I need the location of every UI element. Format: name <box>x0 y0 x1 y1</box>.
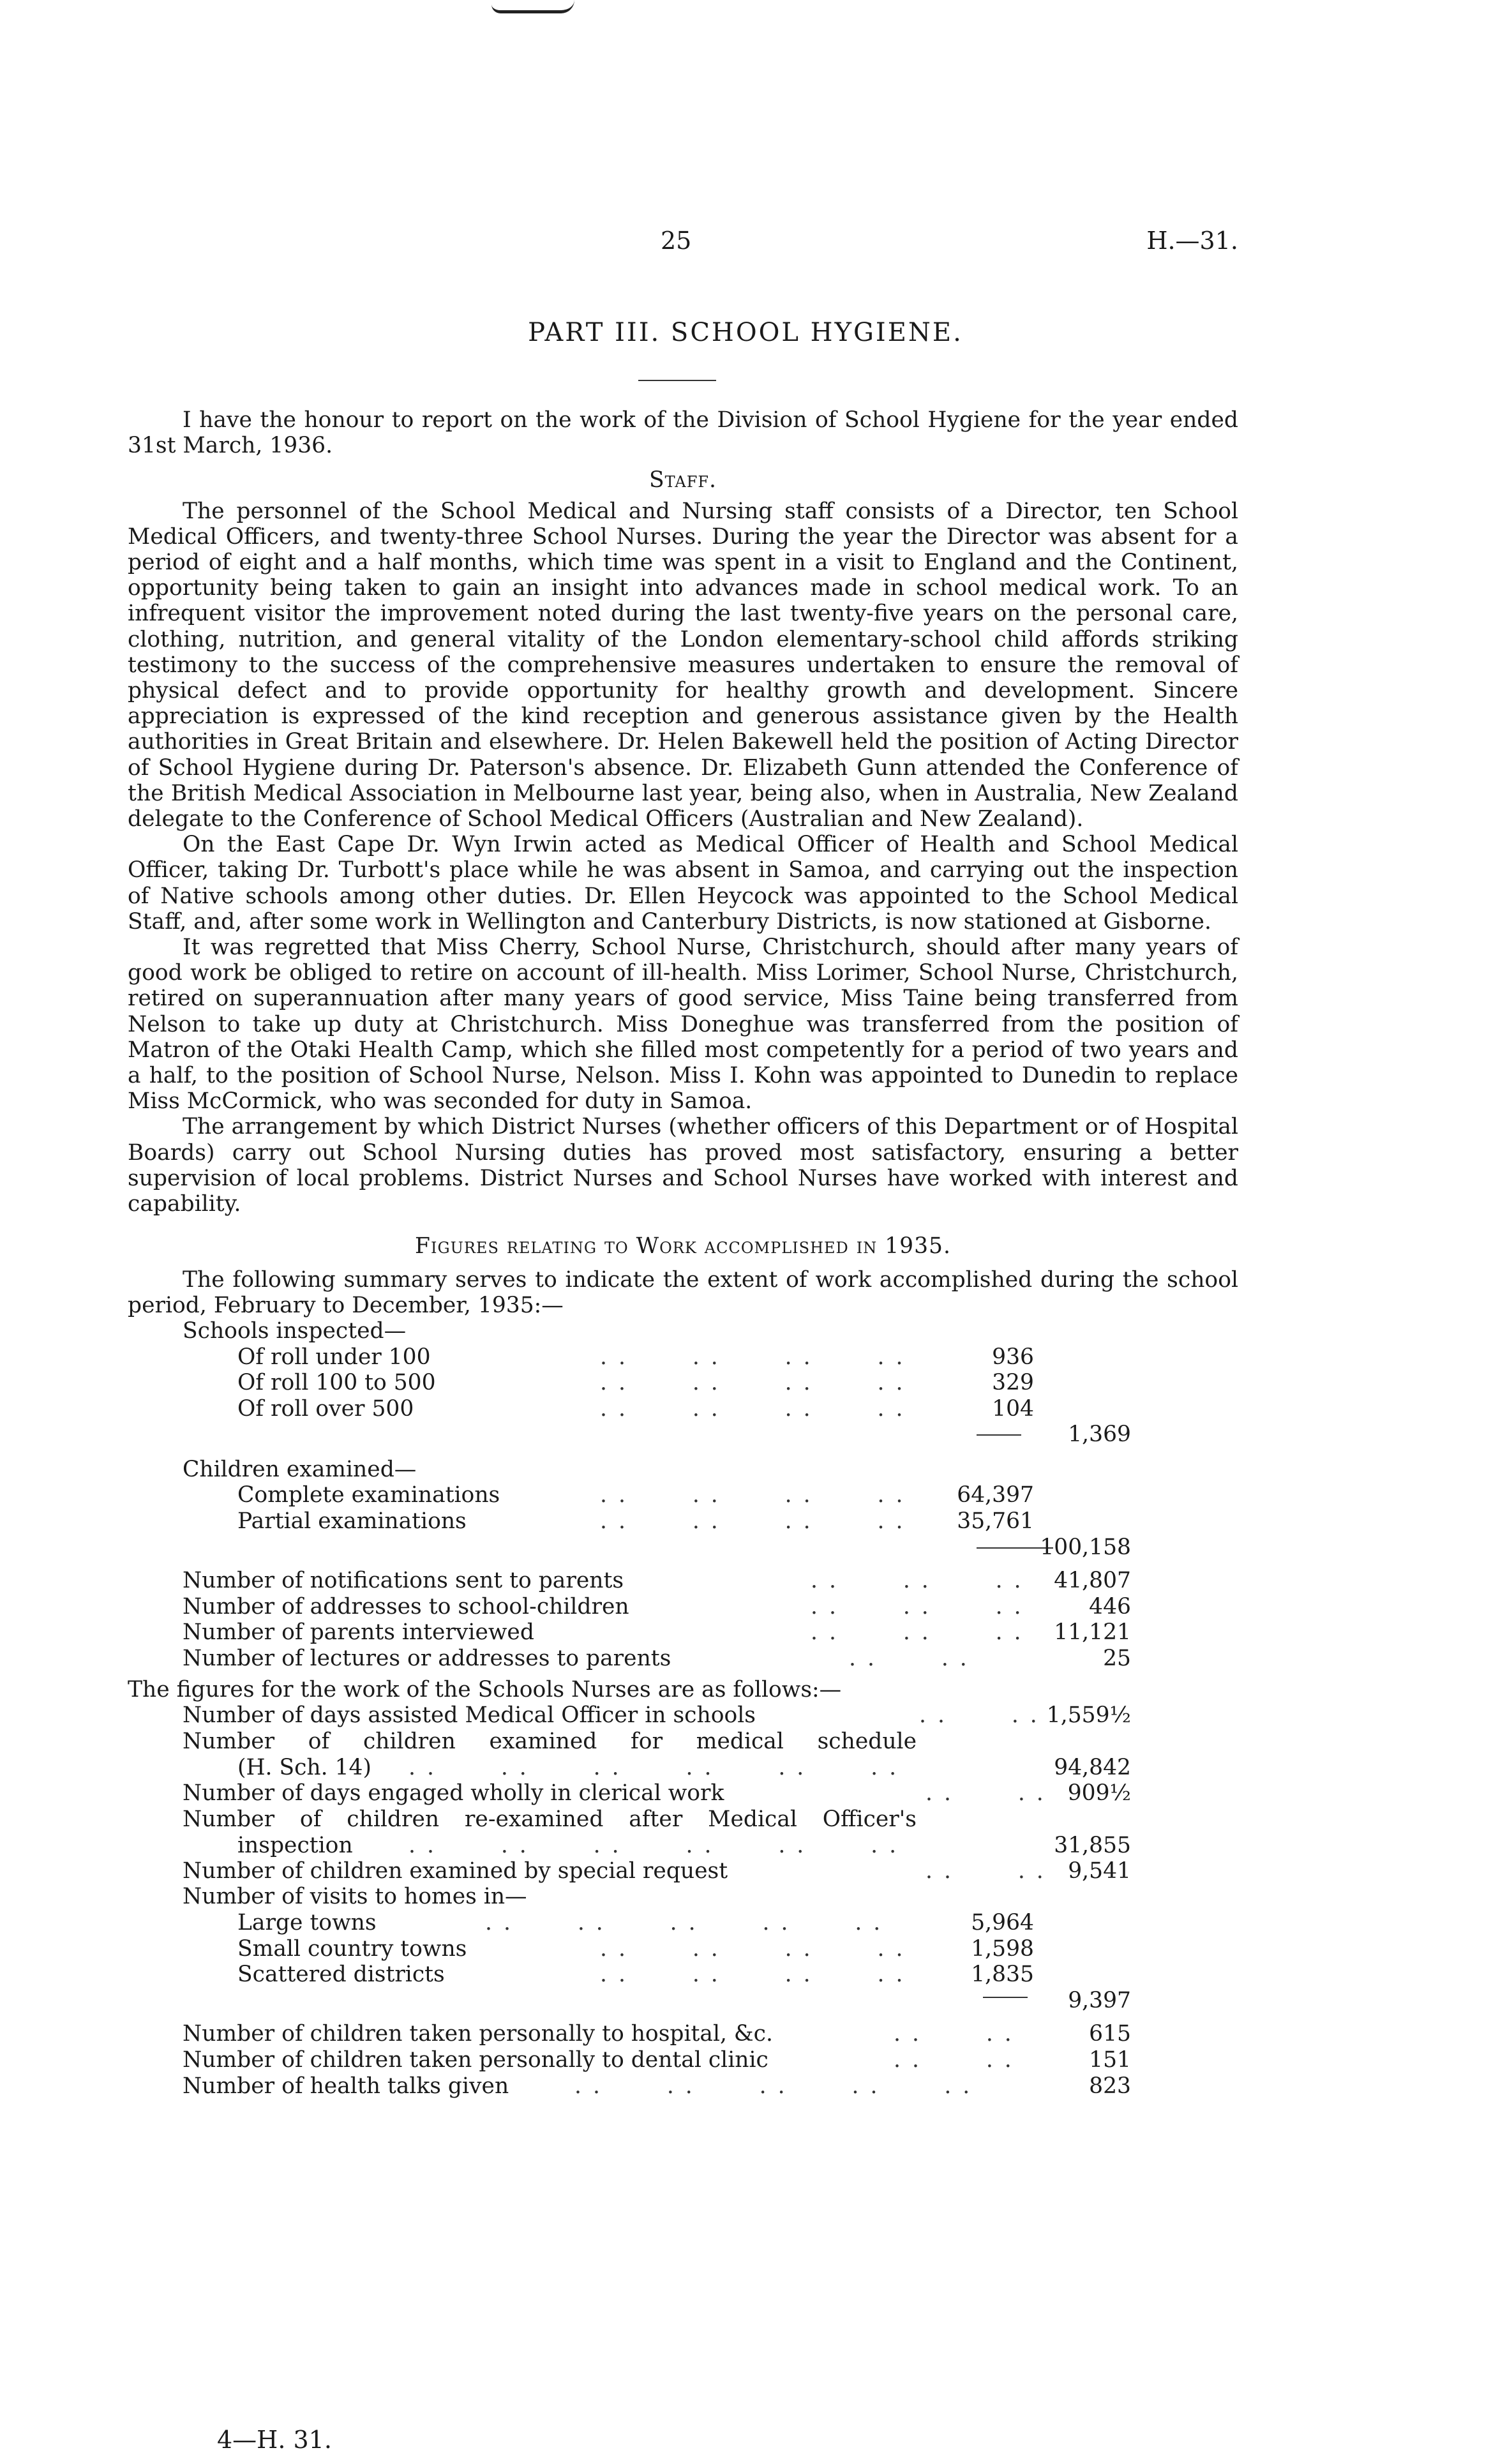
table-row: Number of health talks given .. .. .. .. .. 823 <box>183 2073 1131 2099</box>
nurses-intro-row <box>128 1677 1238 1703</box>
figures-intro: The following summary serves to indicate the extent of work accomplished during the school period, February to December, 1935:— <box>128 1266 1238 1318</box>
figures-heading: Figures relating to Work accomplished in 1935. <box>415 1233 951 1259</box>
schools-label: Schools inspected— <box>183 1318 407 1344</box>
table-row: Scattered districts .. .. .. .. 1,835 <box>237 1962 1034 1988</box>
table-row: Of roll over 500 .. .. .. .. 104 <box>237 1395 1034 1422</box>
staff-paragraph: The arrangement by which District Nurses (whether officers of this Department or of Hospital Boards) carry out School Nursing duties has proved most satisfactory, ensuring a better supervision of local problems. District Nurses and School Nurses have worked with interest and capability. <box>128 1114 1238 1217</box>
title-divider <box>638 380 716 381</box>
table-row: Number of addresses to school-children .. .. .. 446 <box>183 1593 1131 1619</box>
table-row: Number of children taken personally to hospital, &c. .. .. 615 <box>183 2021 1131 2047</box>
table-row: Number of children examined by special request .. .. 9,541 <box>183 1858 1131 1884</box>
table-row <box>128 1535 1238 1561</box>
table-row <box>128 1988 1238 2014</box>
intro-paragraph: I have the honour to report on the work of the Division of School Hygiene for the year ended 31st March, 1936. <box>128 407 1238 459</box>
footer-reference: 4—H. 31. <box>217 2426 332 2454</box>
table-row: Complete examinations .. .. .. .. 64,397 <box>237 1482 1034 1508</box>
table-row: Small country towns .. .. .. .. 1,598 <box>237 1935 1034 1962</box>
table-row: Number of days engaged wholly in clerical work .. .. 909½ <box>183 1780 1131 1806</box>
staff-heading: Staff. <box>649 467 717 493</box>
table-row: Number of days assisted Medical Officer in schools .. .. 1,559½ <box>183 1702 1131 1729</box>
table-row: Number of parents interviewed .. .. .. 11,121 <box>183 1619 1131 1646</box>
document-body <box>128 407 1238 2099</box>
summary-table <box>128 1318 1238 2099</box>
visits-heading-row <box>128 1884 1238 1910</box>
nurses-intro: The figures for the work of the Schools Nurses are as follows:— <box>128 1676 842 1702</box>
schools-total: 1,369 <box>1068 1422 1131 1448</box>
table-row: Number of children taken personally to dental clinic .. .. 151 <box>183 2047 1131 2073</box>
table-row: Number of children re-examined after Medical Officer's inspection .. .. .. .. .. .. 31,855 <box>183 1806 1131 1858</box>
table-row: Of roll 100 to 500 .. .. .. .. 329 <box>237 1370 1034 1396</box>
part-title: PART III. SCHOOL HYGIENE. <box>528 318 963 347</box>
table-row: Large towns .. .. .. .. .. 5,964 <box>237 1909 1034 1935</box>
table-row: Number of lectures or addresses to parents .. .. 25 <box>183 1646 1131 1672</box>
table-row: Number of children examined for medical schedule (H. Sch. 14) .. .. .. .. .. .. 94,842 <box>183 1728 1131 1780</box>
table-row: Number of notifications sent to parents .. .. .. 41,807 <box>183 1568 1131 1594</box>
table-row <box>128 1422 1238 1448</box>
page-header <box>128 227 1238 259</box>
visits-label: Number of visits to homes in— <box>183 1884 527 1910</box>
staff-paragraph: It was regretted that Miss Cherry, School Nurse, Christchurch, should after many years of good work be obliged to retire on account of ill-health. Miss Lorimer, School Nurse, Christchurch, retired on superannuation after many years of good service, Miss Taine being transferred from Nelson to take up duty at Christchurch. Miss Doneghue was transferred from the position of Matron of the Otaki Health Camp, which she filled most competently for a period of two years and a half, to the position of School Nurse, Nelson. Miss I. Kohn was appointed to Dunedin to replace Miss McCormick, who was seconded for duty in Samoa. <box>128 935 1238 1115</box>
schools-heading-row <box>128 1318 1238 1344</box>
table-row: Partial examinations .. .. .. .. 35,761 <box>237 1508 1034 1535</box>
visits-total: 9,397 <box>1068 1987 1131 2013</box>
children-label: Children examined— <box>183 1456 417 1482</box>
document-reference: H.—31. <box>1146 227 1238 255</box>
table-row: Of roll under 100 .. .. .. .. 936 <box>237 1344 1034 1370</box>
children-heading-row <box>128 1457 1238 1483</box>
children-total: 100,158 <box>1040 1534 1131 1560</box>
scan-mark <box>491 0 574 13</box>
page-number: 25 <box>661 227 692 255</box>
staff-paragraph: The personnel of the School Medical and Nursing staff consists of a Director, ten School Medical Officers, and twenty-three School Nurses. During the year the Director was absent for a period of eight and a half months, which time was spent in a visit to England and the Continent, opportunity being taken to gain an insight into advances made in school medical work. To an infrequent visitor the improvement noted during the last twenty-five years on the personal care, clothing, nutrition, and general vitality of the London elementary-school child affords striking testimony to the success of the comprehensive measures undertaken to ensure the removal of physical defect and to provide opportunity for healthy growth and development. Sincere appreciation is expressed of the kind reception and generous assistance given by the Health authorities in Great Britain and elsewhere. Dr. Helen Bakewell held the position of Acting Director of School Hygiene during Dr. Paterson's absence. Dr. Elizabeth Gunn attended the Conference of the British Medical Association in Melbourne last year, being also, when in Australia, New Zealand delegate to the Conference of School Medical Officers (Australian and New Zealand). <box>128 498 1238 832</box>
staff-paragraph: On the East Cape Dr. Wyn Irwin acted as Medical Officer of Health and School Medical Officer, taking Dr. Turbott's place while he was absent in Samoa, and carrying out the inspection of Native schools among other duties. Dr. Ellen Heycock was appointed to the School Medical Staff, and, after some work in Wellington and Canterbury Districts, is now stationed at Gisborne. <box>128 832 1238 935</box>
